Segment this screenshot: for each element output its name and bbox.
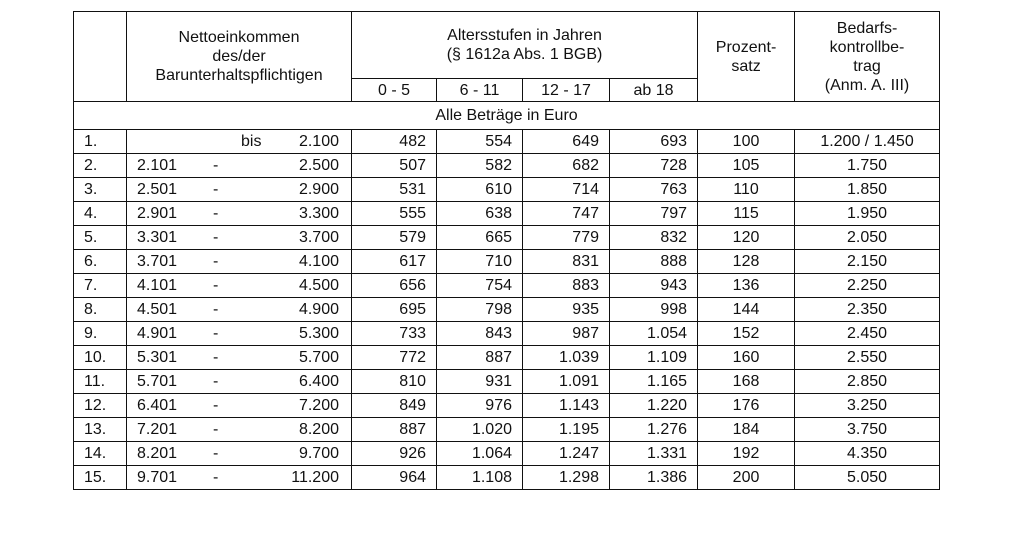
percent-rate: 200: [698, 466, 795, 490]
amount-age-6-11: 754: [437, 274, 523, 298]
income-to: 9.700: [298, 445, 339, 462]
control-header-line: trag: [853, 57, 881, 75]
income-header-line: des/der: [212, 48, 266, 65]
income-range: [127, 466, 352, 490]
table-row: [74, 154, 940, 178]
income-to: 2.500: [298, 157, 339, 174]
table-row: [74, 346, 940, 370]
row-number: 12.: [74, 394, 127, 418]
range-dash: -: [213, 373, 219, 390]
amount-age-18-plus: 998: [610, 298, 698, 322]
amount-age-0-5: 656: [352, 274, 437, 298]
percent-rate: 120: [698, 226, 795, 250]
control-amount-header: [795, 12, 940, 102]
income-from: 2.901: [137, 205, 178, 222]
table-row: [74, 298, 940, 322]
amount-age-12-17: 779: [523, 226, 610, 250]
row-number: 9.: [74, 322, 127, 346]
row-number: 11.: [74, 370, 127, 394]
income-range: [127, 274, 352, 298]
control-amount: 2.450: [795, 322, 940, 346]
control-amount: 2.350: [795, 298, 940, 322]
table-row: [74, 466, 940, 490]
amount-age-12-17: 987: [523, 322, 610, 346]
income-range: [127, 394, 352, 418]
income-range: [127, 154, 352, 178]
income-from: 5.701: [137, 373, 178, 390]
percent-header: [698, 12, 795, 102]
income-from: 2.101: [137, 157, 178, 174]
amount-age-18-plus: 728: [610, 154, 698, 178]
amount-age-6-11: 976: [437, 394, 523, 418]
income-to: 3.700: [298, 229, 339, 246]
amount-age-12-17: 1.298: [523, 466, 610, 490]
table-row: [74, 370, 940, 394]
range-dash: -: [213, 205, 219, 222]
amount-age-18-plus: 888: [610, 250, 698, 274]
control-amount: 2.550: [795, 346, 940, 370]
row-number: 14.: [74, 442, 127, 466]
amount-age-18-plus: 693: [610, 130, 698, 154]
income-to: 11.200: [291, 469, 339, 486]
amount-age-18-plus: 763: [610, 178, 698, 202]
table-row: [74, 442, 940, 466]
percent-rate: 176: [698, 394, 795, 418]
range-dash: -: [213, 349, 219, 366]
percent-rate: 192: [698, 442, 795, 466]
amount-age-6-11: 931: [437, 370, 523, 394]
amount-age-6-11: 610: [437, 178, 523, 202]
age-group-0-5: 0 - 5: [352, 79, 437, 102]
income-from: 4.501: [137, 301, 178, 318]
age-group-18-plus: ab 18: [610, 79, 698, 102]
amount-age-12-17: 883: [523, 274, 610, 298]
percent-rate: 152: [698, 322, 795, 346]
income-range: [127, 202, 352, 226]
income-from: 5.301: [137, 349, 178, 366]
income-from: 3.701: [137, 253, 178, 270]
amount-age-18-plus: 832: [610, 226, 698, 250]
income-range: [127, 322, 352, 346]
amount-age-18-plus: 1.386: [610, 466, 698, 490]
amount-age-18-plus: 1.331: [610, 442, 698, 466]
amount-age-12-17: 747: [523, 202, 610, 226]
control-amount: 1.850: [795, 178, 940, 202]
table-row: [74, 178, 940, 202]
amount-age-12-17: 682: [523, 154, 610, 178]
bis-label: bis: [241, 133, 262, 150]
income-to: 3.300: [298, 205, 339, 222]
amount-age-0-5: 555: [352, 202, 437, 226]
control-amount: 4.350: [795, 442, 940, 466]
amount-age-6-11: 1.108: [437, 466, 523, 490]
income-range: [127, 418, 352, 442]
control-amount: 2.050: [795, 226, 940, 250]
amount-age-6-11: 1.064: [437, 442, 523, 466]
amount-age-0-5: 617: [352, 250, 437, 274]
amount-age-6-11: 554: [437, 130, 523, 154]
amount-age-0-5: 810: [352, 370, 437, 394]
income-header: [127, 12, 352, 102]
income-to: 2.900: [298, 181, 339, 198]
range-dash: -: [213, 421, 219, 438]
table-row: [74, 322, 940, 346]
row-number: 1.: [74, 130, 127, 154]
percent-rate: 136: [698, 274, 795, 298]
amount-age-0-5: 772: [352, 346, 437, 370]
row-number: 13.: [74, 418, 127, 442]
amount-age-18-plus: 1.220: [610, 394, 698, 418]
row-number: 15.: [74, 466, 127, 490]
amount-age-6-11: 1.020: [437, 418, 523, 442]
income-range: [127, 250, 352, 274]
income-header-line: Nettoeinkommen: [178, 29, 300, 46]
income-to: 6.400: [298, 373, 339, 390]
amount-age-12-17: 831: [523, 250, 610, 274]
amount-age-0-5: 964: [352, 466, 437, 490]
row-number-header: [74, 12, 127, 102]
age-groups-header-line: (§ 1612a Abs. 1 BGB): [446, 46, 603, 63]
control-amount: 2.850: [795, 370, 940, 394]
age-group-6-11: 6 - 11: [437, 79, 523, 102]
row-number: 2.: [74, 154, 127, 178]
control-amount: 1.750: [795, 154, 940, 178]
row-number: 6.: [74, 250, 127, 274]
control-amount: 1.950: [795, 202, 940, 226]
amount-age-0-5: 849: [352, 394, 437, 418]
amount-age-18-plus: 1.054: [610, 322, 698, 346]
control-amount: 5.050: [795, 466, 940, 490]
percent-rate: 184: [698, 418, 795, 442]
row-number: 10.: [74, 346, 127, 370]
amount-age-0-5: 733: [352, 322, 437, 346]
range-dash: -: [213, 229, 219, 246]
amount-age-12-17: 935: [523, 298, 610, 322]
income-to: 4.900: [298, 301, 339, 318]
amount-age-0-5: 531: [352, 178, 437, 202]
currency-note: Alle Beträge in Euro: [74, 102, 940, 130]
amount-age-0-5: 887: [352, 418, 437, 442]
income-from: 7.201: [137, 421, 178, 438]
control-amount: 2.250: [795, 274, 940, 298]
amount-age-12-17: 1.091: [523, 370, 610, 394]
support-table: [73, 11, 940, 490]
amount-age-6-11: 638: [437, 202, 523, 226]
income-range: [127, 370, 352, 394]
amount-age-18-plus: 1.165: [610, 370, 698, 394]
row-number: 7.: [74, 274, 127, 298]
percent-header-line: satz: [731, 57, 761, 75]
income-range: [127, 178, 352, 202]
income-from: 2.501: [137, 181, 178, 198]
income-to: 4.500: [298, 277, 339, 294]
amount-age-6-11: 843: [437, 322, 523, 346]
range-dash: -: [213, 325, 219, 342]
amount-age-0-5: 579: [352, 226, 437, 250]
control-header-line: (Anm. A. III): [824, 76, 910, 94]
table-row: [74, 274, 940, 298]
table-row: [74, 394, 940, 418]
amount-age-12-17: 1.247: [523, 442, 610, 466]
income-to: 2.100: [298, 133, 339, 150]
income-range: [127, 226, 352, 250]
income-range: [127, 346, 352, 370]
amount-age-6-11: 887: [437, 346, 523, 370]
percent-rate: 128: [698, 250, 795, 274]
range-dash: -: [213, 157, 219, 174]
percent-rate: 160: [698, 346, 795, 370]
amount-age-0-5: 507: [352, 154, 437, 178]
percent-rate: 110: [698, 178, 795, 202]
income-from: 6.401: [137, 397, 178, 414]
percent-rate: 168: [698, 370, 795, 394]
row-number: 4.: [74, 202, 127, 226]
range-dash: -: [213, 277, 219, 294]
percent-rate: 115: [698, 202, 795, 226]
amount-age-12-17: 714: [523, 178, 610, 202]
range-dash: -: [213, 445, 219, 462]
range-dash: -: [213, 253, 219, 270]
income-to: 5.300: [298, 325, 339, 342]
control-header-line: Bedarfs-: [836, 19, 898, 37]
age-group-12-17: 12 - 17: [523, 79, 610, 102]
amount-age-18-plus: 943: [610, 274, 698, 298]
range-dash: -: [213, 301, 219, 318]
table-row: [74, 130, 940, 154]
amount-age-12-17: 1.195: [523, 418, 610, 442]
amount-age-12-17: 1.039: [523, 346, 610, 370]
range-dash: -: [213, 181, 219, 198]
percent-rate: 144: [698, 298, 795, 322]
income-range: [127, 442, 352, 466]
range-dash: -: [213, 397, 219, 414]
control-amount: 1.200 / 1.450: [795, 130, 940, 154]
amount-age-0-5: 926: [352, 442, 437, 466]
control-header-line: kontrollbe-: [829, 38, 905, 56]
amount-age-12-17: 649: [523, 130, 610, 154]
range-dash: -: [213, 469, 219, 486]
income-to: 7.200: [298, 397, 339, 414]
amount-age-6-11: 710: [437, 250, 523, 274]
income-to: 8.200: [298, 421, 339, 438]
row-number: 8.: [74, 298, 127, 322]
income-from: 4.101: [137, 277, 178, 294]
amount-age-18-plus: 797: [610, 202, 698, 226]
income-range: [127, 130, 352, 154]
amount-age-6-11: 665: [437, 226, 523, 250]
income-from: 3.301: [137, 229, 178, 246]
income-range: [127, 298, 352, 322]
table-row: [74, 418, 940, 442]
income-from: 9.701: [137, 469, 178, 486]
control-amount: 2.150: [795, 250, 940, 274]
income-to: 4.100: [298, 253, 339, 270]
amount-age-18-plus: 1.109: [610, 346, 698, 370]
table-row: [74, 202, 940, 226]
age-groups-header: [352, 12, 698, 79]
percent-rate: 100: [698, 130, 795, 154]
amount-age-6-11: 798: [437, 298, 523, 322]
amount-age-0-5: 482: [352, 130, 437, 154]
age-groups-header-line: Altersstufen in Jahren: [447, 27, 602, 44]
amount-age-0-5: 695: [352, 298, 437, 322]
amount-age-18-plus: 1.276: [610, 418, 698, 442]
row-number: 3.: [74, 178, 127, 202]
control-amount: 3.250: [795, 394, 940, 418]
percent-rate: 105: [698, 154, 795, 178]
amount-age-12-17: 1.143: [523, 394, 610, 418]
income-from: 8.201: [137, 445, 178, 462]
percent-header-line: Prozent-: [715, 38, 777, 56]
table-row: [74, 226, 940, 250]
table-row: [74, 250, 940, 274]
row-number: 5.: [74, 226, 127, 250]
control-amount: 3.750: [795, 418, 940, 442]
income-header-line: Barunterhaltspflichtigen: [155, 67, 323, 84]
income-to: 5.700: [298, 349, 339, 366]
amount-age-6-11: 582: [437, 154, 523, 178]
income-from: 4.901: [137, 325, 178, 342]
